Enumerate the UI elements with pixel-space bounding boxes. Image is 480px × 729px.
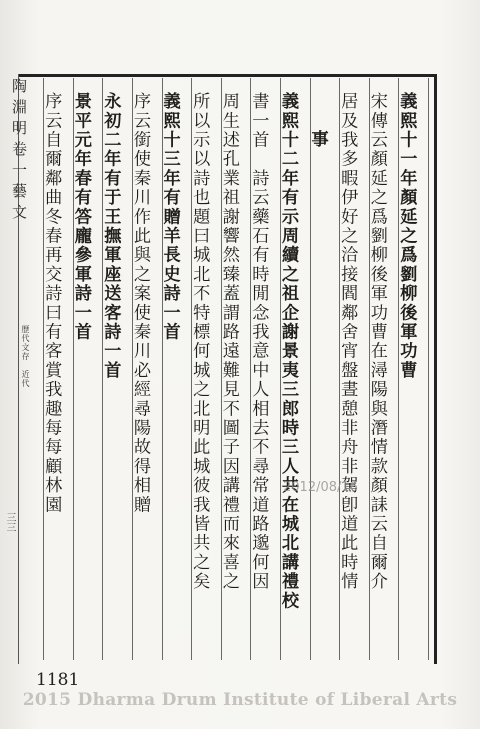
text-column: 義熙十三年有贈羊長史詩一首: [159, 92, 180, 342]
column-rule: [310, 78, 311, 660]
text-column: 永初二年有于王撫軍座送客詩一首: [100, 92, 121, 380]
text-column: 周生述孔業祖謝響然臻蓋謂路遠難見不圖子因講禮而來喜之: [218, 92, 239, 592]
text-column: 事: [307, 130, 328, 150]
date-stamp: 2012/08/16: [283, 480, 358, 495]
margin-page-number: 三三: [4, 512, 15, 532]
text-column: 義熙十一年顏延之爲劉柳後軍功曹: [396, 92, 417, 380]
column-rule: [428, 78, 429, 660]
frame-top-border: [18, 74, 436, 77]
page-number: 1181: [36, 670, 80, 690]
watermark: 2015 Dharma Drum Institute of Liberal Arts: [22, 690, 458, 710]
text-column: 景平元年春有答龐參軍詩一首: [70, 92, 91, 342]
text-column: 義熙十二年有示周續之祖企謝景夷三郎時三人共在城北講禮校: [278, 92, 298, 611]
text-column: 書一首 詩云藥石有時閒念我意中人相去不尋常道路邈何因: [248, 92, 269, 592]
text-column: 序云銜使秦川作此與之案使秦川必經尋陽故得相贈: [130, 92, 150, 515]
margin-tag: 陶淵明卷一藝文: [10, 78, 28, 225]
text-column: 序云自爾鄰曲冬春再交詩曰有客賞我趣每每顧林園: [41, 92, 62, 515]
margin-note: 歷代文存 近代: [21, 325, 30, 388]
text-column: 宋傳云顏延之爲劉柳後軍功曹在潯陽與潛情款顏誄云自爾介: [366, 92, 387, 592]
frame-right-border: [434, 74, 437, 664]
text-column: 所以示以詩也題曰城北不特標何城之北明此城彼我皆共之矣: [189, 92, 210, 592]
text-column: 居及我多暇伊好之洽接閻鄰舍宵盤晝憩非舟非駕卽道此時情: [337, 92, 358, 592]
